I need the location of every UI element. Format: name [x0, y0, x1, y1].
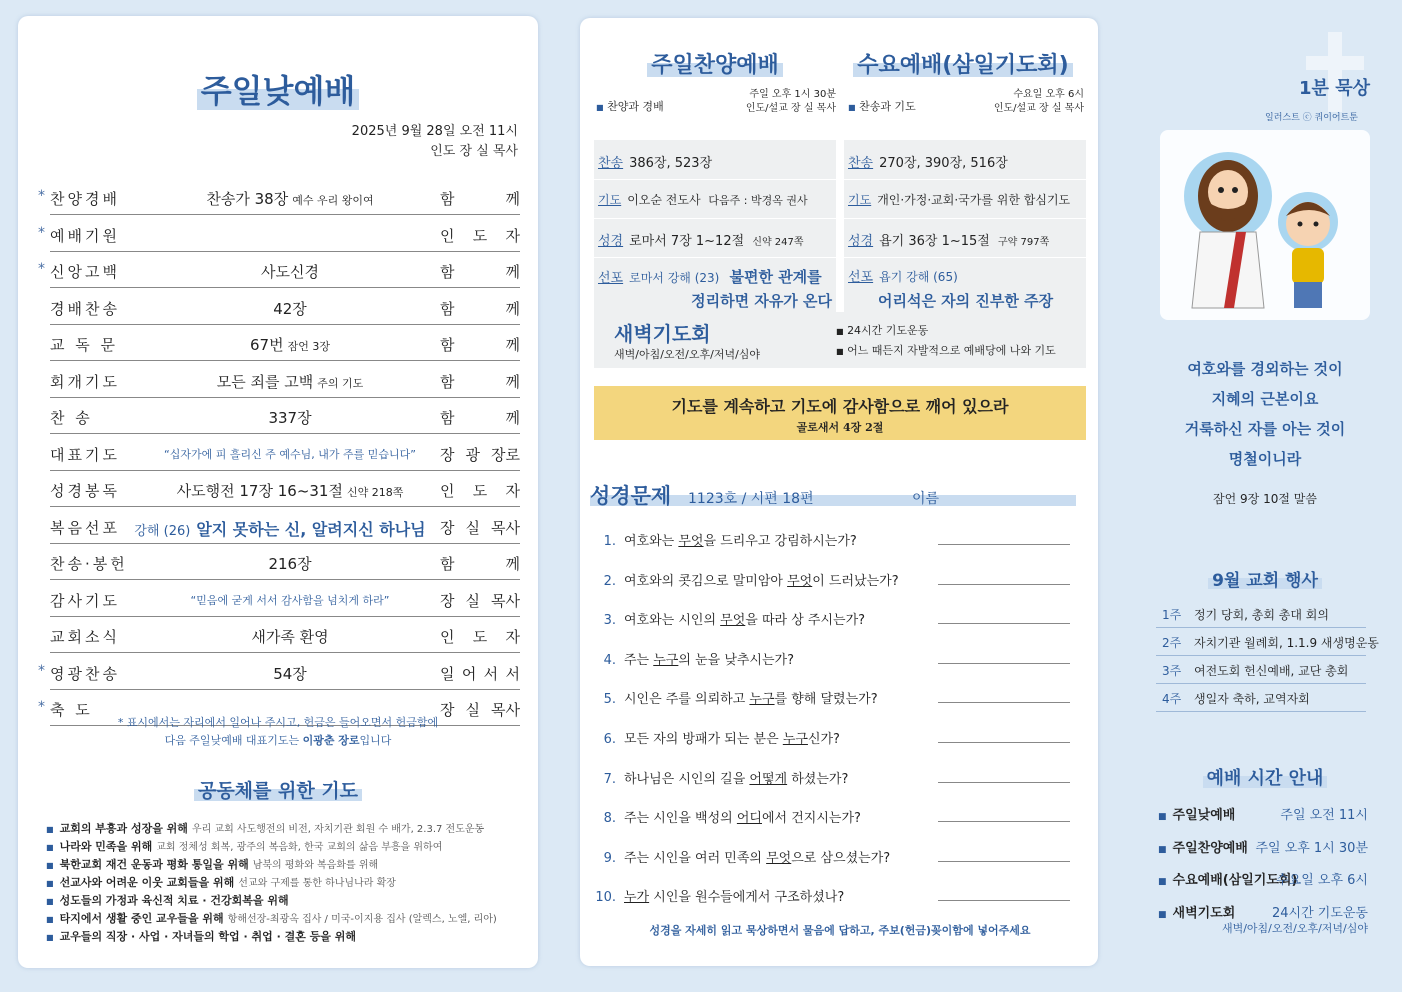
order-main: 사도행전 17장 16~31절	[176, 482, 343, 500]
sunday-praise-title: 주일찬양예배	[651, 48, 779, 79]
service-time: 24시간 기도운동	[1271, 905, 1368, 921]
quiz-question	[594, 688, 1074, 707]
event-row	[1156, 628, 1379, 656]
answer-line[interactable]	[938, 623, 1070, 624]
order-row	[50, 513, 520, 544]
order-content	[140, 334, 440, 355]
event-text: 여전도회 헌신예배, 교단 총회	[1194, 664, 1349, 678]
service-time: 수요일 오후 6시	[1276, 873, 1368, 888]
events-title: 9월 교회 행사	[1212, 566, 1318, 591]
order-content	[140, 663, 440, 684]
quiz-number: 10.	[595, 890, 616, 906]
order-star: *	[38, 699, 45, 715]
bullet-icon: ■	[46, 879, 54, 888]
order-who: 함 께	[440, 190, 520, 208]
answer-line[interactable]	[938, 702, 1070, 703]
order-content	[140, 188, 440, 209]
order-row	[50, 403, 520, 434]
quiz-name-label: 이름	[912, 491, 940, 507]
quiz-text-b: 신가?	[807, 732, 840, 747]
order-sub: 신약 218쪽	[346, 486, 404, 499]
standing-note: * 표시에서는 자리에서 일어나 주시고, 헌금은 들어오면서 헌금함에	[117, 716, 439, 729]
quiz-question	[594, 570, 1074, 589]
order-row	[50, 440, 520, 471]
wednesday-time: 수요일 오후 6시	[1013, 89, 1084, 100]
order-main: 알지 못하는 신, 알려지신 하나님	[196, 519, 426, 539]
community-prayer-list	[46, 820, 526, 946]
quiz-number: 6.	[603, 732, 616, 747]
order-sub: 예수 우리 왕이여	[292, 194, 374, 207]
sunday-praise-time: 주일 오후 1시 30분	[749, 89, 836, 100]
wednesday-title: 수요예배(삼일기도회)	[857, 48, 1068, 79]
order-label: 찬양경배	[50, 190, 120, 208]
quiz-title: 성경문제	[590, 484, 672, 508]
order-row	[50, 294, 520, 325]
answer-line[interactable]	[938, 663, 1070, 664]
quiz-question	[594, 768, 1074, 787]
quiz-question	[594, 609, 1074, 628]
quiz-footer: 성경을 자세히 읽고 묵상하면서 물음에 답하고, 주보(헌금)꽂이함에 넣어주세요	[649, 924, 1031, 937]
quiz-number: 1.	[603, 534, 616, 549]
jesus-child-illustration-icon	[1160, 130, 1370, 320]
order-row	[50, 586, 520, 617]
bullet-icon: ■	[46, 825, 54, 834]
answer-line[interactable]	[938, 861, 1070, 862]
order-content	[140, 407, 440, 428]
order-row	[38, 659, 520, 690]
order-sub: 잠언 3장	[287, 340, 330, 353]
order-sub: 강해 (26)	[134, 523, 191, 539]
order-label: 회개기도	[50, 372, 120, 391]
service-name: 주일낮예배	[1172, 808, 1236, 823]
bullet-icon: ■	[46, 915, 54, 924]
event-row	[1156, 600, 1366, 628]
service-name: 새벽기도회	[1172, 905, 1236, 921]
bullet-icon: ■	[1158, 877, 1167, 887]
quiz-text-a: 하나님은 시인의 길을	[624, 771, 750, 787]
wednesday-hymn: 270장, 390장, 516장	[879, 156, 1008, 171]
event-text: 정기 당회, 총회 총대 회의	[1194, 608, 1329, 622]
service-name: 수요예배(삼일기도회)	[1172, 873, 1298, 888]
order-sub: 주의 기도	[317, 376, 364, 390]
wednesday-leader: 인도/설교 장 실 목사	[993, 103, 1084, 114]
order-row	[50, 476, 520, 507]
quiz-keyword: 무엇	[787, 573, 813, 589]
service-time-row	[1158, 869, 1368, 888]
meditation-title: 1분 묵상	[1299, 78, 1370, 99]
quiz-question	[594, 530, 1074, 549]
quiz-text-a: 시인은 주를 의뢰하고	[624, 692, 750, 708]
order-who: 장 실 목사	[440, 591, 520, 610]
dawn-prayer-sub: 새벽/아침/오전/오후/저녁/심야	[614, 348, 761, 361]
order-who: 함 께	[440, 409, 520, 427]
order-who: 인 도 자	[440, 482, 520, 500]
dawn-prayer-title: 새벽기도회	[614, 322, 711, 346]
quiz-question	[594, 728, 1074, 747]
worship-order-panel	[18, 16, 538, 968]
order-label: 복음선포	[50, 518, 120, 537]
weekly-verse-box	[594, 386, 1086, 440]
order-who: 장 실 목사	[440, 701, 520, 719]
order-who: 인 도 자	[440, 226, 520, 245]
illustration-credit: 일러스트 ⓒ 쿼이어트툰	[1265, 113, 1358, 123]
services-panel: 주일찬양예배 ■ 찬양과 경배 주일 오후 1시 30분 인도/설교 장 실 목사 찬송 386장, 523장 기도 이오순 전도사 다음주 : 박경옥 권사 성경 로마서 7장 1~12절 신약 247쪽 선포 로마서 강해 (23) 불편한 관계를 정리하면 자유가 온다 수요예배(삼일기도회) ■ 찬송과 기도 수요일 오후 6시 인도/설교 장 실 목사 찬송 270장, 390장, 516장 기도 개인·가정·교회·국가를 위한 합심기도 성경 욥기 36장 1~15절 구약 797쪽 선포 욥기 강해 (65) 어리석은 자의 진부한 주장 새벽기도회 새벽/아침/오전/오후/저녁/심야 ■ 24시간 기도운동 ■ 어느 때든지 자발적으로 예배당에 나와 기도 기도를 계속하고 기도에 감사함으로 깨어 있으라 골로새서 4장 2절 성경문제 1123호 / 시편 18편 이름 1. 여호와는 무엇을 드리우고 강림하시는가? 2. 여호와의 콧김으로 말미암아 무엇이 드러났는가? 3. 여호와는 시인의 무엇을 따라 상 주시는가? 4. 주는 누구의 눈을 낮추시는가? 5. 시인은 주를 의뢰하고 누구를 향해 달렸는가? 6. 모든 자의 방패가 되는 분은 누구신가? 7. 하나님은 시인의 길을 어떻게 하셨는가? 8. 주는 시인을 백성의 어디에서 건지시는가? 9. 주는 시인을 여러 민족의 무엇으로 삼으셨는가? 10. 누가 시인을 원수들에게서 구조하셨나? 성경을 자세히 읽고 묵상하면서 물음에 답하고, 주보(헌금)꽂이함에 넣어주세요	[580, 18, 1098, 966]
order-star: *	[38, 224, 45, 241]
quiz-number: 5.	[603, 692, 616, 708]
order-label: 교 독 문	[50, 336, 119, 354]
quiz-number: 2.	[603, 573, 616, 589]
quiz-question	[594, 847, 1074, 866]
order-row	[50, 549, 520, 580]
prayer-item	[46, 928, 526, 946]
quiz-keyword: 누구	[749, 692, 775, 708]
order-main: 찬송가 38장	[206, 190, 289, 208]
order-main: 사도신경	[261, 263, 319, 281]
order-label: 찬 송	[50, 409, 93, 427]
quiz-text-a: 여호와의 콧김으로 말미암아	[624, 573, 788, 589]
quiz-keyword: 무엇	[720, 613, 746, 629]
order-label: 경배찬송	[50, 299, 120, 318]
quiz-keyword: 누가	[624, 890, 650, 906]
order-row	[38, 257, 520, 288]
quiz-number: 3.	[603, 613, 616, 629]
bullet-icon: ■	[46, 843, 54, 852]
prayer-item	[46, 838, 526, 856]
service-time-row	[1158, 902, 1368, 935]
quiz-number: 1123호 / 시편 18편	[688, 491, 814, 507]
meditation-verse: 여호와를 경외하는 것이 지혜의 근본이요 거룩하신 자를 아는 것이 명철이니라	[1184, 360, 1346, 468]
quiz-text-a: 주는 시인을 여러 민족의	[624, 850, 767, 866]
order-content	[140, 626, 440, 647]
order-star: *	[38, 662, 45, 679]
quiz-text-b: 의 눈을 낮추시는가?	[678, 652, 795, 668]
order-content	[140, 590, 440, 608]
quiz-keyword: 무엇	[678, 534, 704, 549]
event-week: 1주	[1162, 608, 1182, 622]
sunday-praise-box: 찬송 386장, 523장 기도 이오순 전도사 다음주 : 박경옥 권사 성경 로마서 7장 1~12절 신약 247쪽 선포 로마서 강해 (23) 불편한 관계를 정리하면 자유가 온다	[594, 140, 836, 312]
order-main: 새가족 환영	[251, 628, 329, 646]
order-main: 337장	[268, 409, 312, 427]
event-week: 2주	[1162, 636, 1182, 650]
order-row	[38, 221, 520, 252]
sunday-praise-tag: 찬양과 경배	[607, 100, 664, 113]
order-content	[140, 371, 440, 392]
quiz-number: 7.	[603, 771, 616, 787]
sunday-praise-sermon: 불편한 관계를	[729, 268, 822, 286]
order-row	[50, 330, 520, 361]
event-text: 생일자 축하, 교역자회	[1194, 692, 1310, 706]
quiz-question	[594, 649, 1074, 668]
order-label: 감사기도	[50, 591, 120, 610]
prayer-item	[46, 856, 526, 874]
order-who: 인 도 자	[440, 628, 520, 646]
order-label: 예배기원	[50, 226, 120, 245]
event-row	[1156, 656, 1366, 684]
prayer-detail: 선교와 구제를 통한 하나님나라 확장	[238, 878, 396, 889]
order-label: 교회소식	[50, 628, 120, 646]
answer-line[interactable]	[938, 900, 1070, 901]
quiz-text-a: 주는 시인을 백성의	[624, 811, 737, 827]
answer-line[interactable]	[938, 742, 1070, 743]
order-who: 함 께	[440, 263, 520, 281]
bullet-icon: ■	[1158, 812, 1167, 822]
wednesday-bible: 욥기 36장 1~15절	[879, 234, 990, 249]
sunday-praise-bible: 로마서 7장 1~12절	[629, 234, 745, 249]
cross-icon	[1300, 28, 1370, 118]
service-leader: 인도 장 실 목사	[430, 144, 518, 159]
bullet-icon: ■	[46, 861, 54, 870]
sunday-praise-leader: 인도/설교 장 실 목사	[745, 103, 836, 114]
meditation-verse-ref: 잠언 9장 10절 말씀	[1213, 492, 1317, 506]
order-content	[140, 553, 440, 574]
bullet-icon: ■	[1158, 844, 1167, 855]
order-who: 일 어 서 서	[440, 664, 520, 683]
prayer-topic: 나라와 민족을 위해	[59, 840, 153, 853]
quiz-keyword: 무엇	[766, 850, 792, 866]
service-time: 주일 오후 1시 30분	[1255, 840, 1368, 856]
dawn-prayer-box: 새벽기도회 새벽/아침/오전/오후/저녁/심야 ■ 24시간 기도운동 ■ 어느 때든지 자발적으로 예배당에 나와 기도	[594, 312, 1086, 368]
service-times-title: 예배 시간 안내	[1207, 764, 1324, 790]
quiz-text-a: 모든 자의 방패가 되는 분은	[624, 732, 783, 747]
prayer-item	[46, 910, 526, 928]
prayer-item	[46, 892, 526, 910]
service-extra: 새벽/아침/오전/오후/저녁/심야	[1221, 921, 1368, 935]
quiz-text-a: 여호와는 시인의	[624, 613, 721, 629]
service-name: 주일찬양예배	[1172, 840, 1248, 856]
bullet-icon: ■	[46, 933, 54, 942]
wednesday-sermon: 어리석은 자의 진부한 주장	[878, 292, 1054, 310]
order-star: *	[38, 188, 45, 204]
order-main: 216장	[268, 555, 312, 573]
prayer-topic: 성도들의 가정과 육신적 치료 · 건강회복을 위해	[59, 894, 289, 907]
answer-line[interactable]	[938, 544, 1070, 545]
order-main: 모든 죄를 고백	[216, 372, 314, 391]
event-text: 자치기관 월례회, 1.1.9 새생명운동	[1194, 636, 1379, 650]
order-main: 54장	[273, 664, 307, 683]
prayer-topic: 교회의 부흥과 성장을 위해	[59, 822, 188, 835]
prayer-topic: 선교사와 어려운 이웃 교회들을 위해	[59, 876, 235, 889]
order-content	[140, 298, 440, 319]
quiz-number: 4.	[603, 652, 616, 668]
order-who: 함 께	[440, 555, 520, 573]
answer-line[interactable]	[938, 821, 1070, 822]
prayer-topic: 교우들의 직장 · 사업 · 자녀들의 학업 · 취업 · 결혼 등을 위해	[59, 930, 357, 943]
quiz-question	[594, 807, 1074, 826]
quiz-keyword: 어디	[736, 811, 762, 827]
order-label: 대표기도	[50, 445, 120, 464]
order-who: 장 실 목사	[440, 518, 520, 537]
event-row	[1156, 684, 1366, 712]
quiz-text-b: 을 드리우고 강림하시는가?	[703, 534, 857, 549]
order-row	[50, 622, 520, 653]
quiz-text-b: 을 따라 상 주시는가?	[745, 613, 866, 629]
order-who: 함 께	[440, 372, 520, 391]
quiz-text-b: 를 향해 달렸는가?	[774, 692, 878, 708]
answer-line[interactable]	[938, 782, 1070, 783]
next-prayer-note: 다음 주일낮예배 대표기도는 이광춘 장로입니다	[164, 734, 392, 747]
service-date: 2025년 9월 28일 오전 11시	[351, 124, 518, 139]
bullet-icon: ■	[46, 897, 54, 906]
service-time-row	[1158, 837, 1368, 856]
bullet-icon: ■	[1158, 909, 1167, 920]
order-row	[38, 184, 520, 215]
quiz-number: 9.	[603, 850, 616, 866]
event-week: 3주	[1162, 664, 1182, 678]
sunday-praise-prayer: 이오순 전도사	[627, 193, 701, 207]
quiz-number: 8.	[603, 811, 616, 827]
prayer-topic: 타지에서 생활 중인 교우들을 위해	[59, 912, 224, 925]
order-label: 영광찬송	[50, 664, 120, 683]
wednesday-tag: 찬송과 기도	[859, 100, 916, 113]
page-title: 주일낮예배	[201, 66, 356, 112]
order-content	[110, 517, 450, 540]
answer-line[interactable]	[938, 584, 1070, 585]
quiz-text-b: 으로 삼으셨는가?	[791, 850, 891, 866]
wednesday-prayer: 개인·가정·교회·국가를 위한 합심기도	[877, 193, 1071, 207]
weekly-verse: 기도를 계속하고 기도에 감사함으로 깨어 있으라	[671, 397, 1009, 416]
prayer-detail: 남북의 평화와 복음화를 위해	[252, 860, 379, 871]
prayer-topic: 북한교회 재건 운동과 평화 통일을 위해	[59, 858, 249, 871]
weekly-verse-ref: 골로새서 4장 2절	[796, 421, 884, 434]
prayer-detail: 우리 교회 사도행전의 비전, 자치기관 회원 수 배가, 2.3.7 전도운동	[191, 824, 485, 835]
order-row	[50, 367, 520, 398]
service-time: 주일 오전 11시	[1280, 808, 1368, 823]
order-label: 신앙고백	[50, 263, 120, 281]
order-label: 축 도	[50, 701, 93, 719]
prayer-detail: 항해선장-최광옥 집사 / 미국-이지용 집사 (알렉스, 노엘, 리아)	[227, 914, 497, 925]
prayer-item	[46, 820, 526, 838]
quiz-text-b: 에서 건지시는가?	[762, 811, 861, 827]
order-label: 성경봉독	[50, 482, 120, 500]
quiz-text-b: 이 드러났는가?	[812, 573, 899, 589]
prayer-detail: 교회 정체성 회복, 광주의 복음화, 한국 교회의 삶음 부흥을 위하여	[156, 842, 443, 853]
order-sub: “십자가에 피 흘리신 주 예수님, 내가 주를 믿습니다”	[164, 447, 416, 461]
quiz-keyword: 누구	[653, 652, 679, 668]
order-content	[140, 480, 440, 501]
community-prayer-title: 공동체를 위한 기도	[198, 776, 358, 803]
quiz-text-b: 시인을 원수들에게서 구조하셨나?	[649, 890, 845, 906]
order-content	[140, 261, 440, 282]
quiz-text-b: 하셨는가?	[787, 771, 849, 787]
order-star: *	[38, 261, 45, 277]
prayer-item	[46, 874, 526, 892]
order-content	[140, 444, 440, 462]
quiz-keyword: 어떻게	[749, 771, 788, 787]
order-who: 함 께	[440, 336, 520, 354]
order-who: 함 께	[440, 299, 520, 318]
quiz-question	[594, 886, 1074, 905]
service-time-row	[1158, 804, 1368, 823]
order-main: 42장	[273, 299, 307, 318]
quiz-keyword: 누구	[782, 732, 808, 747]
order-label: 찬송·봉헌	[50, 555, 128, 573]
order-who: 장 광 장로	[440, 445, 520, 464]
wednesday-box: 찬송 270장, 390장, 516장 기도 개인·가정·교회·국가를 위한 합심기도 성경 욥기 36장 1~15절 구약 797쪽 선포 욥기 강해 (65) 어리석은 자의 진부한 주장	[844, 140, 1086, 312]
order-main: 67번	[250, 336, 284, 354]
sunday-praise-hymn: 386장, 523장	[629, 156, 713, 171]
order-sub: “믿음에 굳게 서서 감사함을 넘치게 하라”	[190, 593, 390, 607]
quiz-text-a: 여호와는	[624, 534, 679, 549]
event-week: 4주	[1162, 692, 1182, 706]
quiz-text-a: 주는	[624, 652, 654, 668]
